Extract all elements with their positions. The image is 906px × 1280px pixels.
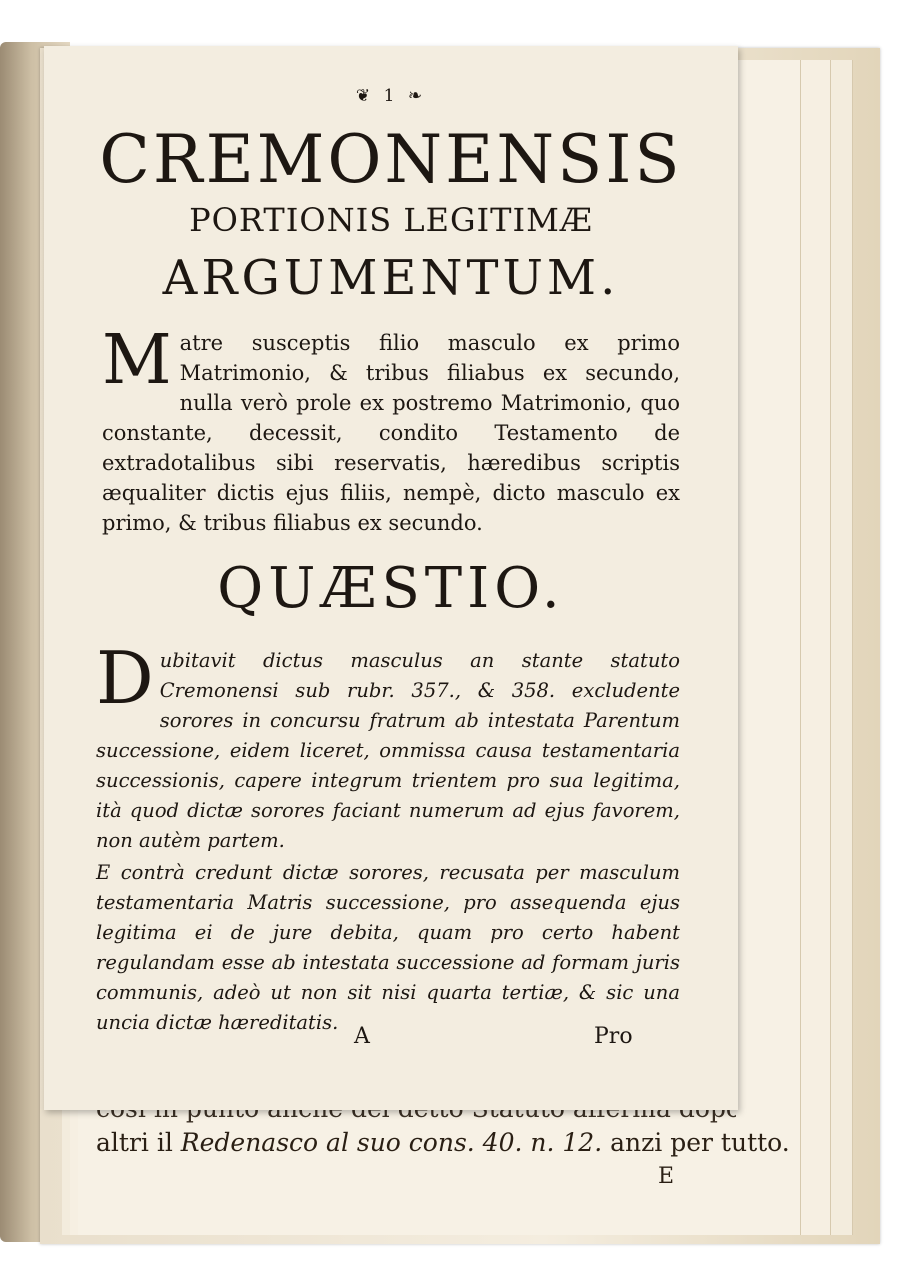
argument-drop-cap: M [102,321,172,400]
folio-number: 1 [383,86,399,106]
signature-mark: A [354,1024,370,1049]
question-paragraph [96,636,680,856]
title-line-2: PORTIONIS LEGITIMÆ [189,201,593,239]
argument-paragraph [102,321,680,538]
main-page [44,46,738,1110]
ornament-right-icon: ❧ [407,86,427,106]
title-line-3: ARGUMENTUM. [162,250,620,306]
question-text: ubitavit dictus masculus an stante statuto Cremonensi sub rubr. 357., & 358. excludente sorores in concursu fratrum ab intestata Parentum successione, eidem liceret, ommissa causa testamentaria successionis, capere integrum trientem pro sua legitima, ità quod dictæ sorores faciant numerum ad ejus favorem, non autèm partem. [96,649,680,852]
rear-line-2-prefix: altri il [96,1128,181,1157]
rear-line-2 [96,1126,790,1160]
rear-catchword: E [658,1164,675,1189]
argument-text: atre susceptis filio masculo ex primo Matrimonio, & tribus filiabus ex secundo, nulla verò prole ex postremo Matrimonio, quo constante, decessit, condito Testamento de extradotalibus sibi reservatis, hæredibus scriptis æqualiter dictis ejus filiis, nempè, dicto masculo ex primo, & tribus filiabus ex secundo. [102,331,680,535]
rear-line-2-suffix: anzi per tutto. [602,1128,790,1157]
question-heading: QUÆSTIO. [217,556,565,621]
page-header [44,86,738,106]
ornament-left-icon: ❦ [355,86,375,106]
question-body [96,636,680,1038]
question-drop-cap: D [96,636,154,720]
title-line-1: CREMONENSIS [99,121,683,198]
catchword: Pro [594,1024,633,1049]
rear-line-2-citation: Redenasco al suo cons. 40. n. 12. [180,1128,603,1157]
contra-paragraph: E contrà credunt dictæ sorores, recusata per masculum testamentaria Matris successione, pro assequenda ejus legitima ei de jure debita, quam pro certo habent regulandam esse ab intestata successione ad formam juris communis, adeò ut non sit nisi quarta tertiæ, & sic una uncia dictæ hæreditatis. [96,861,680,1034]
